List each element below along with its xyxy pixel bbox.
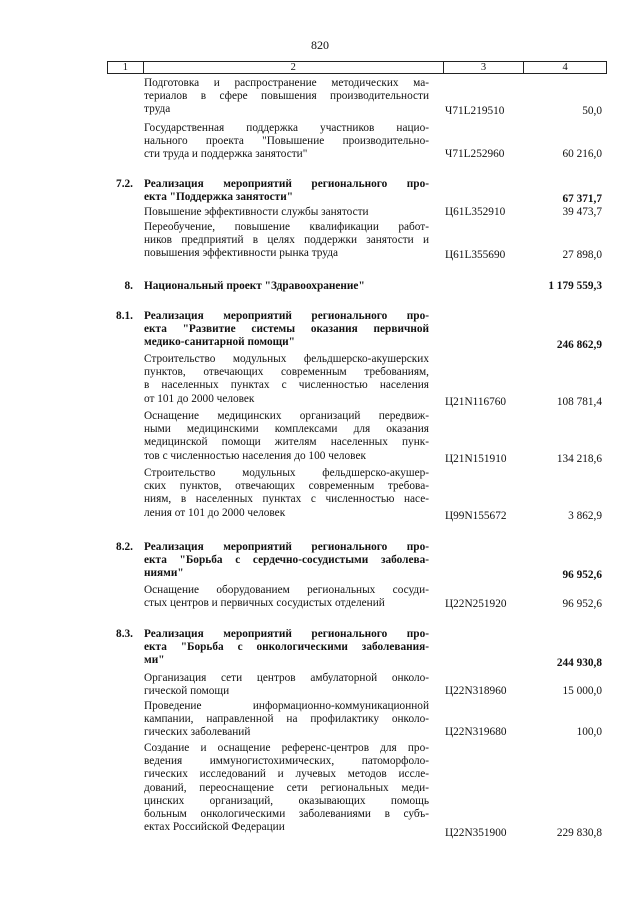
desc-line: Строительство модульных фельдшерско-акушер- [144, 467, 429, 479]
desc-line: дований, переоснащение сети региональных меди- [144, 781, 429, 794]
row-description [144, 353, 429, 406]
row-code: Ц22N318960 [445, 685, 507, 697]
desc-line: Переобучение, повышение квалификации работ- [144, 221, 429, 233]
section-number: 8. [124, 280, 133, 292]
desc-line: труда [144, 103, 171, 116]
row-description [144, 584, 429, 610]
header-col-2: 2 [144, 62, 444, 73]
row-amount: 108 781,4 [556, 396, 602, 408]
row-description [144, 700, 429, 740]
desc-line: тов с численностью населения до 100 человек [144, 449, 366, 462]
desc-line: Реализация мероприятий регионального про- [144, 310, 429, 322]
row-description [144, 122, 429, 162]
row-code: Ч71L252960 [445, 148, 505, 160]
section-title [144, 310, 429, 350]
desc-line: сти труда и поддержка занятости" [144, 148, 308, 161]
row-code: Ц21N116760 [445, 396, 507, 408]
section-amount: 96 952,6 [562, 569, 602, 581]
desc-line: екта "Поддержка занятости" [144, 191, 293, 204]
row-amount: 3 862,9 [568, 510, 602, 522]
desc-line: Оснащение медицинских организаций передвиж- [144, 410, 429, 422]
desc-line: екта "Борьба с сердечно-сосудистыми заболева- [144, 554, 429, 567]
row-amount: 100,0 [576, 726, 602, 738]
row-description [144, 672, 429, 698]
section-title [144, 178, 429, 204]
desc-line: ниями" [144, 567, 184, 580]
desc-line: Подготовка и распространение методических ма- [144, 77, 429, 89]
row-code: Ц22N319680 [445, 726, 507, 738]
desc-line: гической помощи [144, 685, 230, 698]
page-number: 820 [311, 38, 329, 52]
row-code: Ц61L355690 [445, 249, 506, 261]
row-description [144, 467, 429, 520]
section-amount: 67 371,7 [562, 193, 602, 205]
desc-line: ведения иммуногистохимических, патоморфоло- [144, 755, 429, 768]
desc-line: Строительство модульных фельдшерско-акушерских [144, 353, 429, 365]
desc-line: ектах Российской Федерации [144, 821, 285, 834]
section-number: 8.2. [116, 541, 133, 553]
row-amount: 96 952,6 [562, 598, 602, 610]
desc-line: ников предприятий в целях поддержки занятости и [144, 234, 429, 247]
row-amount: 39 473,7 [562, 206, 602, 218]
desc-line: стых центров и первичных сосудистых отделений [144, 597, 385, 610]
row-code: Ц99N155672 [445, 510, 507, 522]
desc-line: больным онкологическими заболеваниями в субъ- [144, 808, 429, 821]
desc-line: в населенных пунктах с численностью населения [144, 379, 429, 392]
desc-line: ления от 101 до 2000 человек [144, 506, 286, 519]
row-amount: 229 830,8 [556, 827, 602, 839]
header-col-3: 3 [444, 62, 525, 73]
desc-line: Повышение эффективности службы занятости [144, 206, 369, 218]
section-number: 8.1. [116, 310, 133, 322]
desc-line: медико-санитарной помощи" [144, 336, 295, 349]
row-description [144, 77, 429, 117]
desc-line: Национальный проект "Здравоохранение" [144, 280, 365, 292]
desc-line: Организация сети центров амбулаторной онколо- [144, 672, 429, 684]
desc-line: нального проекта "Повышение производительно- [144, 135, 429, 148]
row-code: Ц21N151910 [445, 453, 507, 465]
desc-line: кампании, направленной на профилактику онколо- [144, 713, 429, 726]
desc-line: Реализация мероприятий регионального про- [144, 541, 429, 553]
row-code: Ц22N351900 [445, 827, 507, 839]
section-amount: 1 179 559,3 [548, 280, 602, 292]
desc-line: Оснащение оборудованием региональных сосуди- [144, 584, 429, 596]
desc-line: гических заболеваний [144, 726, 251, 739]
section-title [144, 628, 429, 668]
row-description [144, 221, 429, 261]
desc-line: Реализация мероприятий регионального про- [144, 178, 429, 190]
row-amount: 15 000,0 [562, 685, 602, 697]
row-description [144, 410, 429, 463]
desc-line: екта "Борьба с онкологическими заболевания- [144, 641, 429, 654]
section-title [144, 280, 365, 293]
desc-line: ских пунктов, отвечающих современным требова- [144, 480, 429, 493]
header-col-4: 4 [562, 62, 568, 73]
desc-line: медицинской помощи жителям населенных пунк- [144, 436, 429, 449]
desc-line: териалов в сфере повышения производительности [144, 90, 429, 103]
table-header [107, 61, 607, 74]
section-number: 8.3. [116, 628, 133, 640]
desc-line: ными медицинскими комплексами для оказания [144, 423, 429, 436]
desc-line: ниям, в населенных пунктах с численностью насе- [144, 493, 429, 506]
row-amount: 50,0 [582, 105, 602, 117]
section-amount: 246 862,9 [556, 339, 602, 351]
desc-line: Проведение информационно-коммуникационной [144, 700, 429, 712]
desc-line: гических исследований и лучевых методов иссле- [144, 768, 429, 781]
row-description [144, 206, 369, 219]
row-code: Ц61L352910 [445, 206, 506, 218]
row-amount: 27 898,0 [562, 249, 602, 261]
desc-line: Создание и оснащение референс-центров для про- [144, 742, 429, 754]
desc-line: пунктов, отвечающих современным требованиям, [144, 366, 429, 379]
row-code: Ч71L219510 [445, 105, 505, 117]
row-amount: 134 218,6 [556, 453, 602, 465]
section-amount: 244 930,8 [556, 657, 602, 669]
desc-line: екта "Развитие системы оказания первичной [144, 323, 429, 336]
row-description [144, 742, 429, 834]
row-amount: 60 216,0 [562, 148, 602, 160]
section-title [144, 541, 429, 581]
desc-line: ми" [144, 654, 165, 667]
section-number: 7.2. [116, 178, 133, 190]
row-code: Ц22N251920 [445, 598, 507, 610]
desc-line: от 101 до 2000 человек [144, 392, 255, 405]
desc-line: повышения эффективности рынка труда [144, 247, 338, 260]
desc-line: Государственная поддержка участников нацио- [144, 122, 429, 134]
desc-line: цинских организаций, оказывающих помощь [144, 794, 429, 807]
header-col-1: 1 [108, 62, 144, 73]
desc-line: Реализация мероприятий регионального про- [144, 628, 429, 640]
